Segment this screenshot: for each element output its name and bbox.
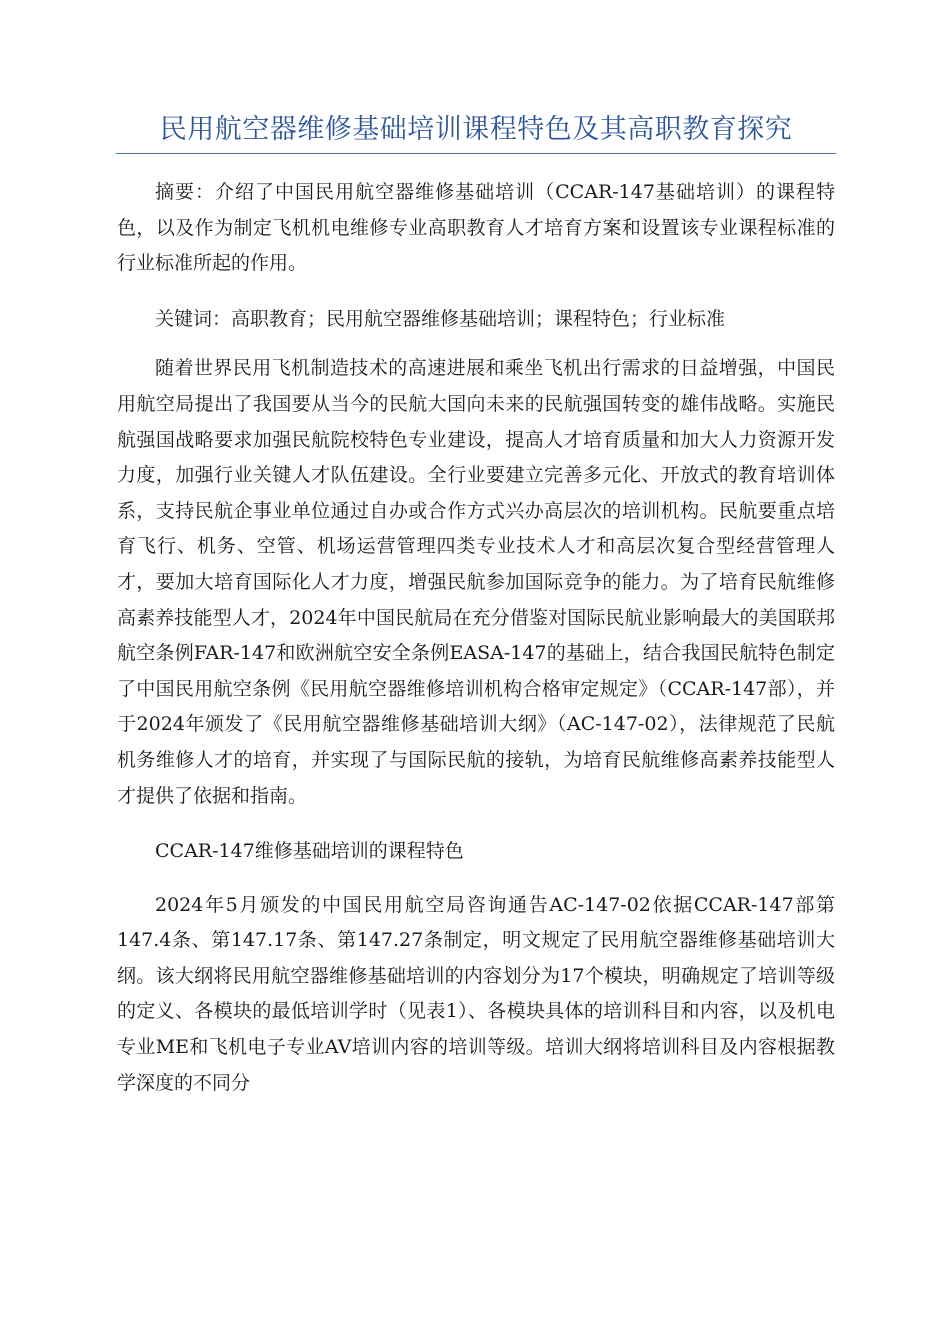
keywords-paragraph: 关键词：高职教育；民用航空器维修基础培训；课程特色；行业标准 [155,307,726,330]
document-title: 民用航空器维修基础培训课程特色及其高职教育探究 [159,114,793,145]
title-underline [116,153,836,154]
body-paragraph-1: 随着世界民用飞机制造技术的高速进展和乘坐飞机出行需求的日益增强，中国民用航空局提出了我国要从当今的民航大国向未来的民航强国转变的雄伟战略。实施民航强国战略要求加强民航院校特色专业建设，提高人才培育质量和加大人力资源开发力度，加强行业关键人才队伍建设。全行业要建立完善多元化、开放式的教育培训体系，支持民航企事业单位通过自办或合作方式兴办高层次的培训机构。民航要重点培育飞行、机务、空管、机场运营管理四类专业技术人才和高层次复合型经营管理人才，要加大培育国际化人才力度，增强民航参加国际竞争的能力。为了培育民航维修高素养技能型人才，2024年中国民航局在充分借鉴对国际民航业影响最大的美国联邦航空条例FAR-147和欧洲航空安全条例EASA-147的基础上，结合我国民航特色制定了中国民用航空条例《民用航空器维修培训机构合格审定规定》（CCAR-147部），并于2024年颁发了《民用航空器维修基础培训大纲》（AC-147-02），法律规范了民航机务维修人才的培育，并实现了与国际民航的接轨，为培育民航维修高素养技能型人才提供了依据和指南。 [117,357,835,807]
document-body [117,175,835,1121]
abstract-paragraph: 摘要：介绍了中国民用航空器维修基础培训（CCAR-147基础培训）的课程特色，以及作为制定飞机机电维修专业高职教育人才培育方案和设置该专业课程标准的行业标准所起的作用。 [117,181,835,275]
section-heading: CCAR-147维修基础培训的课程特色 [155,840,464,863]
body-paragraph-2: 2024年5月颁发的中国民用航空局咨询通告AC-147-02依据CCAR-147部第147.4条、第147.17条、第147.27条制定，明文规定了民用航空器维修基础培训大纲。该大纲将民用航空器维修基础培训的内容划分为17个模块，明确规定了培训等级的定义、各模块的最低培训学时（见表1）、各模块具体的培训科目和内容，以及机电专业ME和飞机电子专业AV培训内容的培训等级。培训大纲将培训科目及内容根据教学深度的不同分 [117,893,835,1094]
